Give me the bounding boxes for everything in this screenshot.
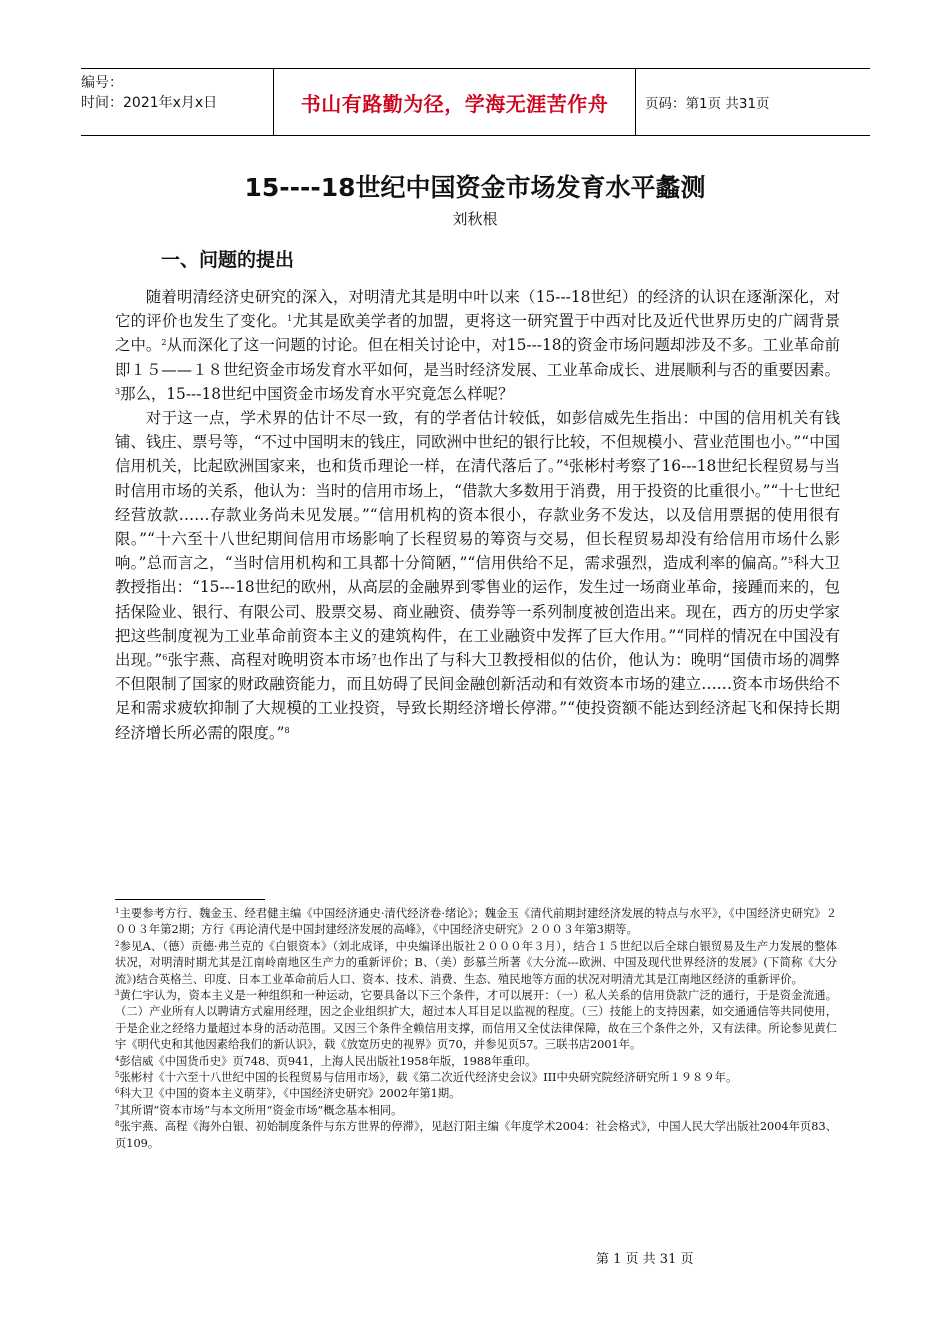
paragraph-text: 科大卫教授指出：“15---18世纪的欧州，从高层的金融界到零售业的运作，发生过一场商业革命，接踵而来的，包括保险业、银行、有限公司、股票交易、商业融资、债券等一系列制度被创造出来。现在，西方的历史学家把这些制度视为工业革命前资本主义的建筑构件，在工业融资中发挥了巨大作用。”“同样的情况在中国没有出现。” (115, 554, 840, 670)
paragraph-1 (115, 285, 840, 406)
footnote-number: 2 (115, 939, 120, 948)
footnote-number: 5 (115, 1071, 120, 1080)
footnote-number: 4 (115, 1054, 120, 1063)
paragraph-text: 从而深化了这一问题的讨论。但在相关讨论中，对15---18的资金市场问题却涉及不多。工业革命前即１５——１８世纪资金市场发育水平如何，是当时经济发展、工业革命成长、进展顺利与否的重要因素。 (115, 336, 840, 379)
body-text (115, 285, 840, 745)
footnote-number: 7 (115, 1103, 120, 1112)
footnotes (115, 906, 837, 1152)
footnote-ref[interactable]: 2 (161, 338, 167, 348)
footnote-item (115, 1070, 837, 1086)
footnote-number: 6 (115, 1087, 120, 1096)
footnote-ref[interactable]: 5 (788, 556, 794, 566)
paragraph-text: 那么，15---18世纪中国资金市场发育水平究竟怎么样呢？ (120, 384, 514, 403)
footnote-ref[interactable]: 8 (284, 725, 290, 735)
footnote-number: 8 (115, 1120, 120, 1129)
footnote-item (115, 988, 837, 1054)
footnote-text: 彭信威《中国货币史》页748、页941，上海人民出版社1958年版，1988年重印。 (119, 1054, 537, 1068)
footnote-ref[interactable]: 1 (287, 314, 293, 324)
footnote-text: 黄仁宇认为，资本主义是一种组织和一种运动，它要具备以下三个条件，才可以展开：（一）私人关系的信用贷款广泛的通行，于是资金流通。（二）产业所有人以聘请方式雇用经理，因之企业组织扩大，超过本人耳目足以监视的程度。（三）技能上的支持因素，如交通通信等共同使用，于是企业之经络力量超过本身的活动范围。又因三个条件全赖信用支撑，而信用又全仗法律保障，故在三个条件之外，又有法律。所论参见黄仁宇《明代史和其他因素给我们的新认识》，载《放宽历史的视界》页70，并参见页57。三联书店2001年。 (115, 989, 837, 1052)
header-motto: 书山有路勤为径，学海无涯苦作舟 (273, 69, 636, 135)
footnote-ref[interactable]: 6 (162, 653, 168, 663)
footnote-item (115, 1054, 837, 1070)
paragraph-text: 随着明清经济史研究的深入，对明清尤其是明中叶以来（15---18世纪）的经济的认识在逐渐深化，对它的评价也发生了变化。 (115, 288, 840, 331)
footnote-item (115, 906, 837, 939)
footnote-text: 张宇燕、高程《海外白银、初始制度条件与东方世界的停滞》，见赵汀阳主编《年度学术2004：社会格式》，中国人民大学出版社2004年页83、页109。 (115, 1120, 837, 1150)
paragraph-2 (115, 406, 840, 745)
footnote-item (115, 939, 837, 988)
footnote-text: 科大卫《中国的资本主义萌芽》，《中国经济史研究》2002年第1期。 (119, 1087, 461, 1101)
paragraph-text: 张彬村考察了16---18世纪长程贸易与当时信用市场的关系，他认为：当时的信用市场上，“借款大多数用于消费，用于投资的比重很小。”“十七世纪经营放款……存款业务尚未见发展。”“信用机构的资本很小，存款业务不发达，以及信用票据的使用很有限。”“十六至十八世纪期间信用市场影响了长程贸易的筹资与交易，但长程贸易却没有给信用市场什么影响。”总而言之，“当时信用机构和工具都十分简陋，”“信用供给不足，需求强烈，造成利率的偏高。” (115, 457, 840, 573)
footnote-text: 其所谓“资本市场”与本文所用“资金市场”概念基本相同。 (119, 1103, 403, 1117)
footnote-ref[interactable]: 4 (563, 459, 569, 469)
author-name: 刘秋根 (452, 210, 498, 228)
footnote-separator (115, 899, 265, 900)
footnote-ref[interactable]: 7 (371, 653, 377, 663)
page-header (81, 68, 870, 136)
paragraph-text: 也作出了与科大卫教授相似的估价，他认为：晚明“国债市场的凋弊不但限制了国家的财政融资能力，而且妨碍了民间金融创新活动和有效资本市场的建立……资本市场供给不足和需求疲软抑制了大规模的工业投资，导致长期经济增长停滞。”“使投资额不能达到经济起飞和保持长期经济增长所必需的限度。” (115, 651, 840, 742)
footnote-item (115, 1119, 837, 1152)
number-label: 编号： (81, 75, 123, 91)
paragraph-text: 尤其是欧美学者的加盟，更将这一研究置于中西对比及近代世界历史的广阔背景之中。 (115, 312, 840, 355)
page-footer: 第 1 页 共 31 页 (596, 1252, 694, 1267)
footnote-text: 张彬村《十六至十八世纪中国的长程贸易与信用市场》，载《第二次近代经济史会议》III中央研究院经济研究所１９８９年。 (119, 1071, 738, 1085)
footnote-ref[interactable]: 3 (115, 386, 121, 396)
footnote-item (115, 1103, 837, 1119)
header-page-info: 页码：第1页 共31页 (645, 96, 770, 112)
footnote-item (115, 1086, 837, 1102)
footnote-text: 参见A、（德）贡德·弗兰克的《白银资本》（刘北成译，中央编译出版社２０００年３月），结合１５世纪以后全球白银贸易及生产力发展的整体状况，对明清时期尤其是江南岭南地区生产力的重新评价；B、（美）彭慕兰所著《大分流---欧洲、中国及现代世界经济的发展》(下简称《大分流》)结合英格兰、印度、日本工业革命前后人口、资本、技术、消费、生态、殖民地等方面的状况对明清尤其是江南地区经济的重新评价。 (115, 939, 837, 986)
section-heading: 一、问题的提出 (161, 249, 295, 271)
footnote-number: 3 (115, 989, 120, 998)
paragraph-text: 对于这一点，学术界的估计不尽一致，有的学者估计较低，如彭信威先生指出：中国的信用机关有钱铺、钱庄、票号等，“不过中国明末的钱庄，同欧洲中世纪的银行比较，不但规模小、营业范围也小。”“中国信用机关，比起欧洲国家来，也和货币理论一样，在清代落后了。” (115, 409, 840, 476)
footnote-text: 主要参考方行、魏金玉、经君健主编《中国经济通史·清代经济卷·绪论》；魏金玉《清代前期封建经济发展的特点与水平》，《中国经济史研究》２００３年第2期；方行《再论清代是中国封建经济发展的高峰》，《中国经济史研究》２００３年第3期等。 (115, 907, 837, 937)
document-title: 15----18世纪中国资金市场发育水平蠡测 (244, 173, 706, 202)
footnote-number: 1 (115, 907, 120, 915)
header-meta (81, 69, 273, 135)
paragraph-text: 张宇燕、高程对晚明资本市场 (167, 651, 372, 670)
time-label: 时间：2021年x月x日 (81, 95, 218, 111)
